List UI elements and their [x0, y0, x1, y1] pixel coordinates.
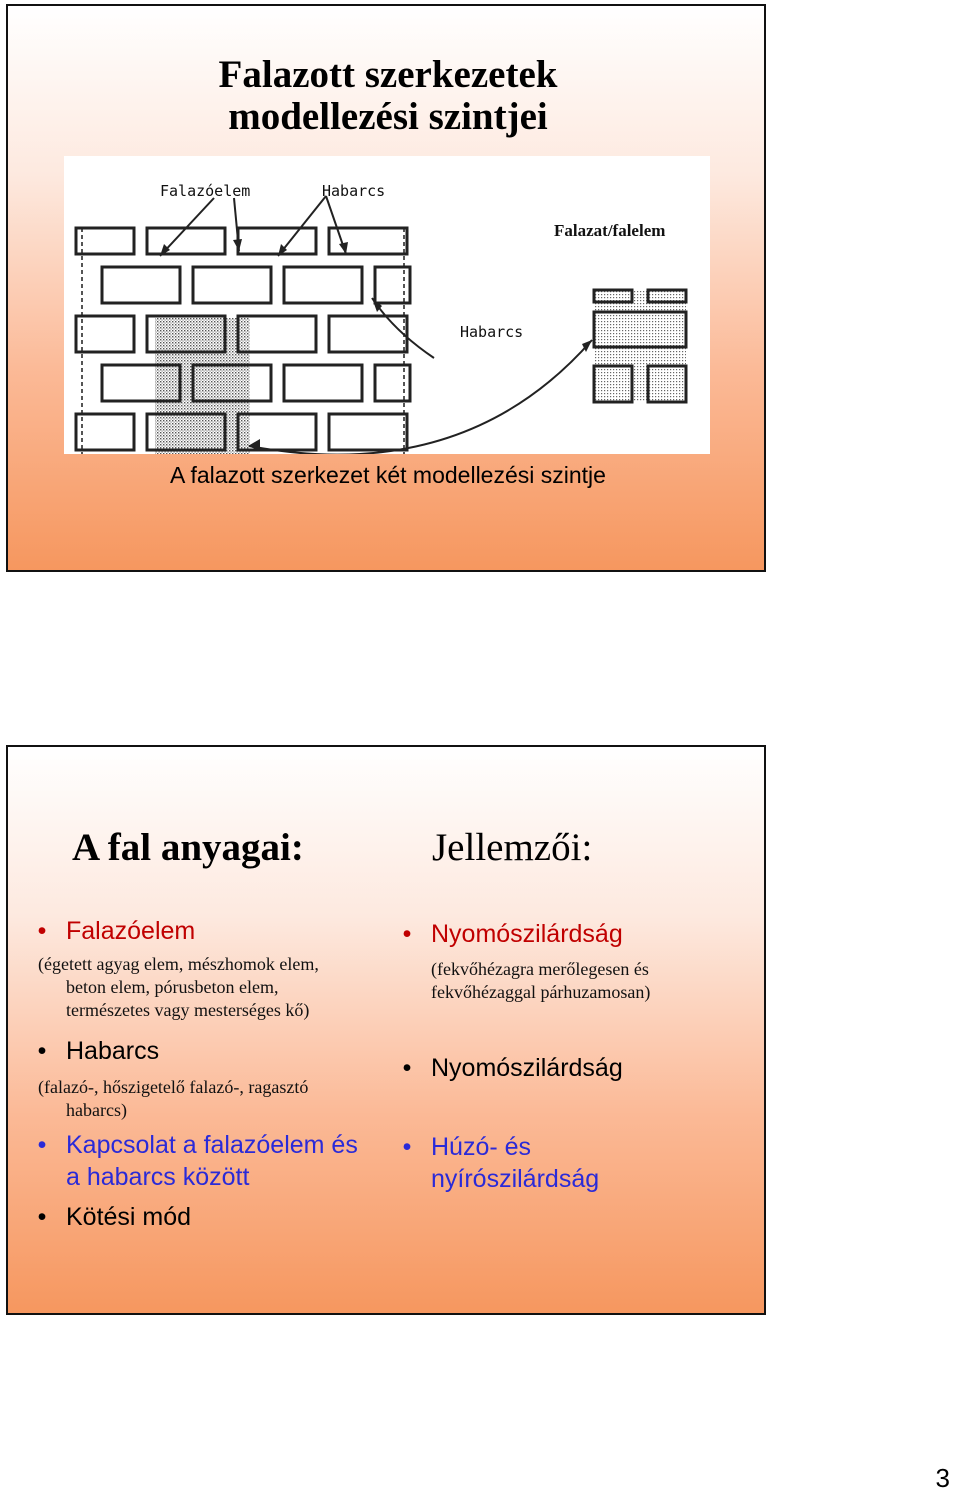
materials-heading: A fal anyagai:: [72, 826, 304, 869]
bullet-text: Húzó- és: [431, 1133, 532, 1161]
brick: [102, 267, 180, 303]
slide-2: [6, 745, 766, 1315]
slide-1: [6, 4, 766, 572]
bullet-bond: [37, 1129, 358, 1193]
detail-line: (égetett agyag elem, mészhomok elem,: [38, 954, 319, 974]
detail-line: habarcs): [66, 1100, 127, 1120]
detail-line: (fekvőhézagra merőlegesen és: [431, 959, 649, 979]
brick: [76, 228, 134, 254]
detail-line: beton elem, pórusbeton elem,: [66, 977, 279, 997]
label-mortar-mid: Habarcs: [460, 323, 524, 341]
brick: [284, 365, 362, 401]
label-wall: Falazat/falelem: [554, 221, 666, 240]
title-line-1: Falazott szerkezetek: [218, 53, 558, 96]
bullet-text: Kötési mód: [66, 1203, 192, 1231]
label-mortar-top: Habarcs: [322, 182, 386, 200]
bullet-dot: •: [402, 1133, 412, 1161]
brick: [193, 267, 271, 303]
brick: [329, 414, 407, 450]
bullet-text: Habarcs: [66, 1037, 160, 1065]
masonry-diagram: [64, 156, 710, 454]
bullet-compressive-strength-2: [402, 1052, 623, 1084]
bullet-masonry-unit: [37, 915, 196, 947]
bullet-dot: •: [402, 920, 412, 948]
bullet-text: Falazóelem: [66, 917, 196, 945]
masonry-unit-details: [38, 953, 319, 1022]
bullet-mortar: [37, 1035, 160, 1067]
brick: [329, 316, 407, 352]
figure-caption: A falazott szerkezet két modellezési szintje: [170, 462, 606, 488]
properties-heading: Jellemzői:: [432, 826, 593, 869]
slide-1-title: [8, 54, 768, 138]
bullet-dot: •: [37, 917, 47, 945]
brick: [76, 316, 134, 352]
detail-line: természetes vagy mesterséges kő): [66, 1000, 310, 1020]
masonry-figure: [64, 156, 710, 454]
highlighted-region: [155, 318, 250, 454]
bullet-dot: •: [37, 1131, 47, 1159]
detail-line: (falazó-, hőszigetelő falazó-, ragasztó: [38, 1077, 309, 1097]
bullet-compressive-strength-1: [402, 918, 623, 950]
bullet-dot: •: [37, 1203, 47, 1231]
label-unit: Falazóelem: [160, 182, 251, 200]
bullet-text: Nyomószilárdság: [431, 1054, 623, 1082]
compressive-strength-details: [431, 958, 650, 1004]
mortar-details: [38, 1076, 308, 1122]
bullet-text: Nyomószilárdság: [431, 920, 623, 948]
bullet-dot: •: [402, 1054, 412, 1082]
page-number: 3: [935, 1463, 950, 1493]
bullet-bonding-pattern: [37, 1201, 192, 1233]
bullet-text: a habarcs között: [66, 1163, 250, 1191]
bullet-dot: •: [37, 1037, 47, 1065]
title-line-2: modellezési szintjei: [228, 95, 548, 138]
bullet-text: nyírószilárdság: [431, 1165, 600, 1193]
bullet-tensile-shear: [402, 1131, 600, 1195]
brick: [147, 228, 225, 254]
bullet-text: Kapcsolat a falazóelem és: [66, 1131, 358, 1159]
brick: [238, 228, 316, 254]
detail-line: fekvőhézaggal párhuzamosan): [431, 982, 651, 1002]
brick: [76, 414, 134, 450]
brick: [284, 267, 362, 303]
